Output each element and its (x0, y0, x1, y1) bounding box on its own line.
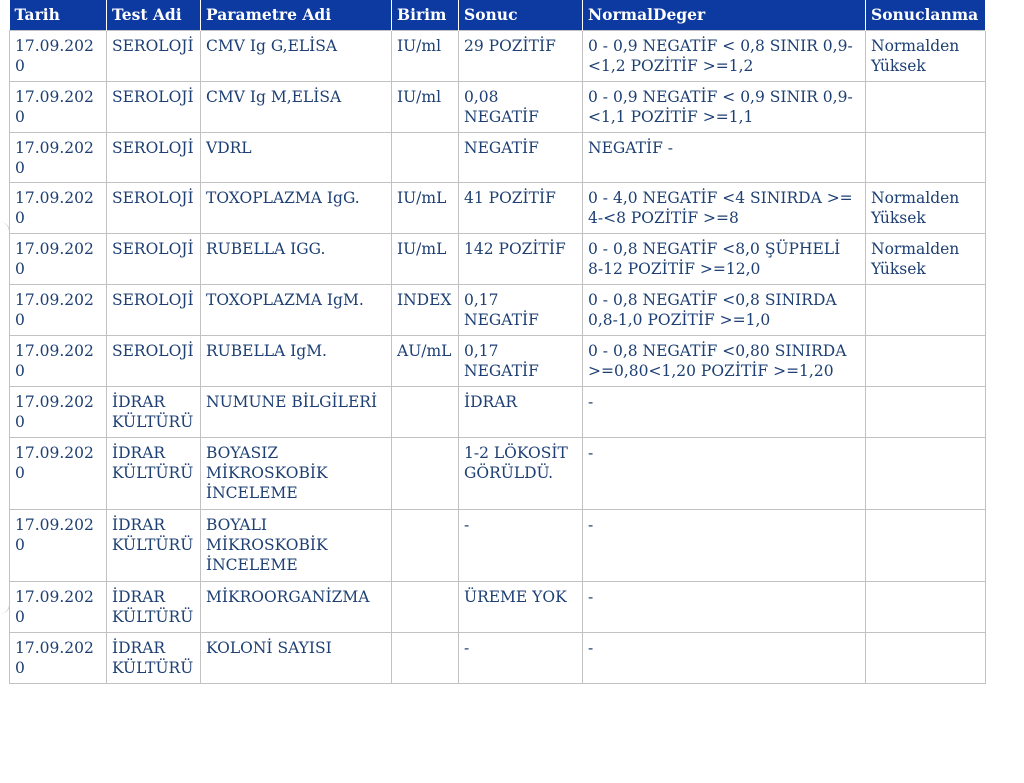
cell-sonuc: - (459, 633, 583, 684)
cell-birim: IU/mL (392, 183, 459, 234)
table-header (10, 0, 986, 31)
cell-normal-deger: NEGATİF - (583, 133, 866, 183)
table-row (10, 285, 986, 336)
table-row (10, 183, 986, 234)
header-birim[interactable]: Birim (392, 0, 459, 31)
cell-tarih: 17.09.2020 (10, 438, 107, 510)
cell-birim (392, 133, 459, 183)
cell-sonuc: 29 POZİTİF (459, 31, 583, 82)
cell-sonuclanma: Normalden Yüksek (866, 183, 986, 234)
cell-normal-deger: 0 - 0,8 NEGATİF <8,0 ŞÜPHELİ 8-12 POZİTİF >=12,0 (583, 234, 866, 285)
cell-sonuc: - (459, 510, 583, 582)
cell-normal-deger: 0 - 0,8 NEGATİF <0,80 SINIRDA >=0,80<1,20 POZİTİF >=1,20 (583, 336, 866, 387)
cell-tarih: 17.09.2020 (10, 285, 107, 336)
cell-sonuc: 0,17 NEGATİF (459, 336, 583, 387)
cell-parametre-adi: RUBELLA IGG. (201, 234, 392, 285)
cell-test-adi: SEROLOJİ (107, 234, 201, 285)
cell-parametre-adi: VDRL (201, 133, 392, 183)
cell-tarih: 17.09.2020 (10, 234, 107, 285)
cell-test-adi: İDRAR KÜLTÜRÜ (107, 438, 201, 510)
table-row (10, 133, 986, 183)
cell-test-adi: İDRAR KÜLTÜRÜ (107, 633, 201, 684)
cell-sonuc: 0,17 NEGATİF (459, 285, 583, 336)
cell-normal-deger: - (583, 510, 866, 582)
cell-birim (392, 387, 459, 438)
cell-birim: AU/mL (392, 336, 459, 387)
cell-sonuclanma (866, 82, 986, 133)
table-row (10, 387, 986, 438)
cell-tarih: 17.09.2020 (10, 133, 107, 183)
cell-tarih: 17.09.2020 (10, 582, 107, 633)
cell-sonuc: İDRAR (459, 387, 583, 438)
cell-test-adi: SEROLOJİ (107, 183, 201, 234)
cell-test-adi: SEROLOJİ (107, 133, 201, 183)
cell-parametre-adi: MİKROORGANİZMA (201, 582, 392, 633)
cell-normal-deger: - (583, 633, 866, 684)
cell-sonuc: NEGATİF (459, 133, 583, 183)
cell-normal-deger: - (583, 438, 866, 510)
cell-sonuc: 0,08 NEGATİF (459, 82, 583, 133)
cell-sonuclanma (866, 510, 986, 582)
cell-birim: IU/ml (392, 82, 459, 133)
cell-sonuc: 41 POZİTİF (459, 183, 583, 234)
cell-normal-deger: 0 - 4,0 NEGATİF <4 SINIRDA >= 4-<8 POZİTİF >=8 (583, 183, 866, 234)
cell-parametre-adi: RUBELLA IgM. (201, 336, 392, 387)
cell-tarih: 17.09.2020 (10, 31, 107, 82)
header-test-adi[interactable]: Test Adi (107, 0, 201, 31)
cell-sonuclanma (866, 633, 986, 684)
cell-parametre-adi: BOYASIZ MİKROSKOBİK İNCELEME (201, 438, 392, 510)
table-row (10, 234, 986, 285)
cell-birim: INDEX (392, 285, 459, 336)
cell-birim (392, 510, 459, 582)
cell-sonuc: 1-2 LÖKOSİT GÖRÜLDÜ. (459, 438, 583, 510)
header-sonuclanma[interactable]: Sonuclanma (866, 0, 986, 31)
cell-test-adi: SEROLOJİ (107, 31, 201, 82)
cell-sonuclanma: Normalden Yüksek (866, 31, 986, 82)
header-tarih[interactable]: Tarih (10, 0, 107, 31)
cell-tarih: 17.09.2020 (10, 510, 107, 582)
cell-sonuclanma (866, 438, 986, 510)
header-row (10, 0, 986, 31)
cell-sonuclanma (866, 336, 986, 387)
cell-sonuc: ÜREME YOK (459, 582, 583, 633)
header-parametre-adi[interactable]: Parametre Adi (201, 0, 392, 31)
cell-normal-deger: 0 - 0,8 NEGATİF <0,8 SINIRDA 0,8-1,0 POZİTİF >=1,0 (583, 285, 866, 336)
table-row (10, 31, 986, 82)
table-body (10, 31, 986, 684)
table-row (10, 582, 986, 633)
lab-results-table (9, 0, 986, 684)
cell-sonuclanma (866, 582, 986, 633)
cell-parametre-adi: CMV Ig M,ELİSA (201, 82, 392, 133)
cell-test-adi: İDRAR KÜLTÜRÜ (107, 582, 201, 633)
header-normal-deger[interactable]: NormalDeger (583, 0, 866, 31)
cell-birim (392, 438, 459, 510)
table-row (10, 633, 986, 684)
cell-normal-deger: 0 - 0,9 NEGATİF < 0,9 SINIR 0,9-<1,1 POZİTİF >=1,1 (583, 82, 866, 133)
cell-sonuclanma (866, 133, 986, 183)
cell-parametre-adi: CMV Ig G,ELİSA (201, 31, 392, 82)
cell-normal-deger: - (583, 582, 866, 633)
table-row (10, 336, 986, 387)
cell-parametre-adi: TOXOPLAZMA IgM. (201, 285, 392, 336)
cell-birim (392, 633, 459, 684)
cell-birim: IU/ml (392, 31, 459, 82)
cell-tarih: 17.09.2020 (10, 183, 107, 234)
cell-test-adi: İDRAR KÜLTÜRÜ (107, 387, 201, 438)
cell-tarih: 17.09.2020 (10, 633, 107, 684)
cell-tarih: 17.09.2020 (10, 336, 107, 387)
cell-tarih: 17.09.2020 (10, 387, 107, 438)
table-row (10, 438, 986, 510)
cell-test-adi: İDRAR KÜLTÜRÜ (107, 510, 201, 582)
cell-test-adi: SEROLOJİ (107, 285, 201, 336)
cell-parametre-adi: BOYALI MİKROSKOBİK İNCELEME (201, 510, 392, 582)
header-sonuc[interactable]: Sonuc (459, 0, 583, 31)
cell-tarih: 17.09.2020 (10, 82, 107, 133)
cell-parametre-adi: NUMUNE BİLGİLERİ (201, 387, 392, 438)
cell-birim (392, 582, 459, 633)
cell-sonuclanma (866, 387, 986, 438)
cell-birim: IU/mL (392, 234, 459, 285)
cell-normal-deger: 0 - 0,9 NEGATİF < 0,8 SINIR 0,9-<1,2 POZİTİF >=1,2 (583, 31, 866, 82)
cell-normal-deger: - (583, 387, 866, 438)
cell-parametre-adi: KOLONİ SAYISI (201, 633, 392, 684)
cell-test-adi: SEROLOJİ (107, 82, 201, 133)
table-row (10, 510, 986, 582)
cell-sonuclanma: Normalden Yüksek (866, 234, 986, 285)
cell-sonuclanma (866, 285, 986, 336)
cell-parametre-adi: TOXOPLAZMA IgG. (201, 183, 392, 234)
cell-test-adi: SEROLOJİ (107, 336, 201, 387)
table-row (10, 82, 986, 133)
cell-sonuc: 142 POZİTİF (459, 234, 583, 285)
